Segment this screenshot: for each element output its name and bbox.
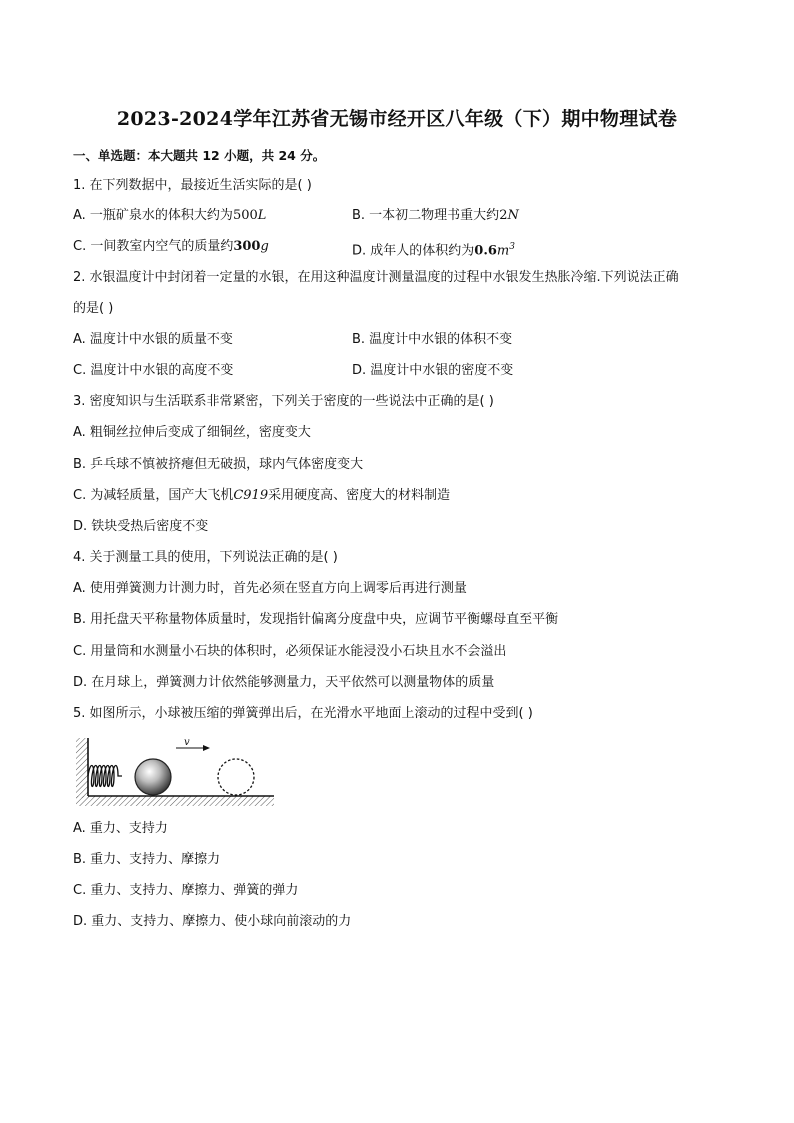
velocity-label: v <box>184 737 190 748</box>
math-value: 2 <box>499 208 508 223</box>
option-text: C. 一间教室内空气的质量约 <box>73 239 234 254</box>
math-unit: L <box>257 208 267 223</box>
question-1-stem: 1. 在下列数据中，最接近生活实际的是( ) <box>73 178 312 193</box>
math-value: 500 <box>232 208 258 223</box>
spring-ball-figure <box>72 734 278 812</box>
question-1-option-b <box>352 207 519 225</box>
question-3-option-a: A. 粗铜丝拉伸后变成了细铜丝，密度变大 <box>73 425 311 440</box>
math-unit: g <box>260 239 269 254</box>
question-2-stem-line-2: 的是( ) <box>73 301 114 316</box>
question-3-stem: 3. 密度知识与生活联系非常紧密，下列关于密度的一些说法中正确的是( ) <box>73 394 494 409</box>
math-exponent: 3 <box>509 242 515 252</box>
question-5-option-b: B. 重力、支持力、摩擦力 <box>73 852 221 867</box>
floor-hatching <box>76 796 274 806</box>
math-value: 0.6 <box>474 243 497 259</box>
question-4-option-d: D. 在月球上，弹簧测力计依然能够测量力，天平依然可以测量物体的质量 <box>73 675 495 690</box>
question-5-option-a: A. 重力、支持力 <box>73 821 168 836</box>
question-4-option-b: B. 用托盘天平称量物体质量时，发现指针偏离分度盘中央，应调节平衡螺母直至平衡 <box>73 612 559 627</box>
question-4-option-c: C. 用量筒和水测量小石块的体积时，必须保证水能浸没小石块且水不会溢出 <box>73 644 507 659</box>
question-5-option-d: D. 重力、支持力、摩擦力、使小球向前滚动的力 <box>73 914 352 929</box>
section-header: 一、单选题：本大题共 12 小题，共 24 分。 <box>73 148 326 163</box>
question-1-option-a <box>73 207 266 225</box>
question-5-stem: 5. 如图所示，小球被压缩的弹簧弹出后，在光滑水平地面上滚动的过程中受到( ) <box>73 706 533 721</box>
option-text: 采用硬度高、密度大的材料制造 <box>268 488 451 503</box>
question-5-option-c: C. 重力、支持力、摩擦力、弹簧的弹力 <box>73 883 299 898</box>
arrow-head-icon <box>203 745 210 751</box>
option-text: D. 成年人的体积约为 <box>352 243 475 259</box>
dashed-ball <box>218 759 254 795</box>
math-unit: m <box>496 243 510 259</box>
question-4-option-a: A. 使用弹簧测力计测力时，首先必须在竖直方向上调零后再进行测量 <box>73 581 467 596</box>
option-text: A. 一瓶矿泉水的体积大约为 <box>73 208 233 223</box>
question-2-option-c: C. 温度计中水银的高度不变 <box>73 363 234 378</box>
math-unit: N <box>507 208 519 223</box>
exam-title: 2023-2024学年江苏省无锡市经开区八年级（下）期中物理试卷 <box>116 108 678 130</box>
aircraft-model: C919 <box>233 488 269 503</box>
question-2-option-b: B. 温度计中水银的体积不变 <box>352 332 513 347</box>
question-1-option-c <box>73 238 269 256</box>
math-value: 300 <box>233 239 261 254</box>
ball <box>135 759 171 795</box>
question-1-option-d <box>352 238 515 260</box>
question-3-option-b: B. 乒乓球不慎被挤瘪但无破损，球内气体密度变大 <box>73 457 364 472</box>
question-2-option-d: D. 温度计中水银的密度不变 <box>352 363 514 378</box>
question-3-option-d: D. 铁块受热后密度不变 <box>73 519 209 534</box>
question-3-option-c <box>73 487 450 505</box>
option-text: C. 为减轻质量，国产大飞机 <box>73 488 234 503</box>
wall-hatching <box>76 738 88 798</box>
question-2-option-a: A. 温度计中水银的质量不变 <box>73 332 233 347</box>
option-text: B. 一本初二物理书重大约 <box>352 208 500 223</box>
spring <box>88 766 122 787</box>
question-4-stem: 4. 关于测量工具的使用，下列说法正确的是( ) <box>73 550 338 565</box>
question-2-stem-line-1: 2. 水银温度计中封闭着一定量的水银，在用这种温度计测量温度的过程中水银发生热胀冷缩.下列说法正确 <box>73 270 679 285</box>
